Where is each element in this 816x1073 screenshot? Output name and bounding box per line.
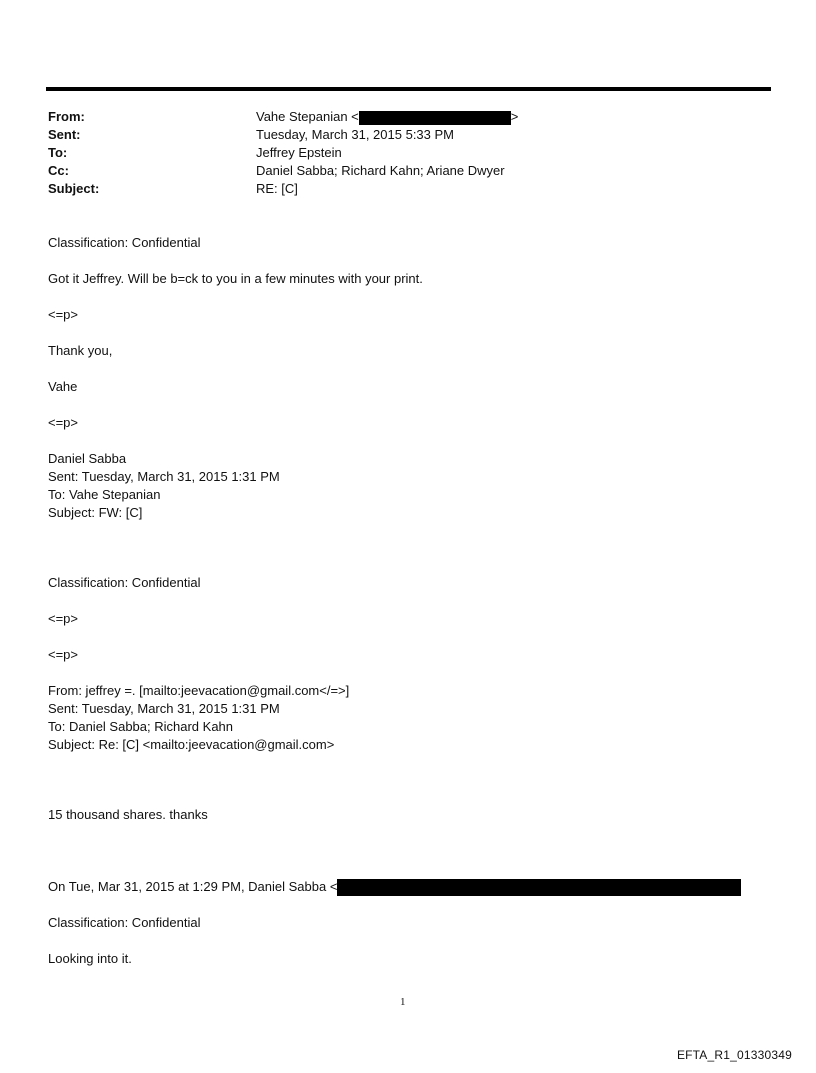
paragraph-marker: <=p> [48,647,79,662]
closing-line: Thank you, [48,343,113,358]
forward-from: Daniel Sabba [48,451,127,466]
cc-value: Daniel Sabba; Richard Kahn; Ariane Dwyer [256,163,505,178]
forward-subject: Subject: FW: [C] [48,505,143,520]
paragraph-marker: <=p> [48,415,79,430]
classification-line: Classification: Confidential [48,575,201,590]
page-number: 1 [400,996,406,1008]
quoted-sent: Sent: Tuesday, March 31, 2015 1:31 PM [48,701,280,716]
from-value [256,108,518,127]
header-divider [46,87,771,91]
message-text: Looking into it. [48,951,132,966]
quoted-to: To: Daniel Sabba; Richard Kahn [48,719,234,734]
quoted-from: From: jeffrey =. [mailto:jeevacation@gmail.com</=>] [48,683,350,698]
signature-name: Vahe [48,379,78,394]
classification-line: Classification: Confidential [48,235,201,250]
from-close: > [510,109,519,124]
to-label: To: [48,145,68,160]
reply-text: 15 thousand shares. thanks [48,807,208,822]
message-text: Got it Jeffrey. Will be b=ck to you in a few minutes with your print. [48,271,423,286]
to-value: Jeffrey Epstein [256,145,342,160]
redaction-bar [359,111,511,125]
sent-label: Sent: [48,127,81,142]
quoted-subject: Subject: Re: [C] <mailto:jeevacation@gmail.com> [48,737,335,752]
sent-value: Tuesday, March 31, 2015 5:33 PM [256,127,454,142]
quote-attribution [48,878,741,896]
from-name: Vahe Stepanian < [256,109,359,124]
paragraph-marker: <=p> [48,611,79,626]
redaction-bar [337,879,741,896]
bates-number: EFTA_R1_01330349 [676,1048,792,1062]
from-label: From: [48,109,85,124]
attribution-text: On Tue, Mar 31, 2015 at 1:29 PM, Daniel Sabba < [48,879,338,894]
classification-line: Classification: Confidential [48,915,201,930]
subject-value: RE: [C] [256,181,298,196]
cc-label: Cc: [48,163,69,178]
forward-to: To: Vahe Stepanian [48,487,161,502]
paragraph-marker: <=p> [48,307,79,322]
forward-sent: Sent: Tuesday, March 31, 2015 1:31 PM [48,469,280,484]
subject-label: Subject: [48,181,100,196]
